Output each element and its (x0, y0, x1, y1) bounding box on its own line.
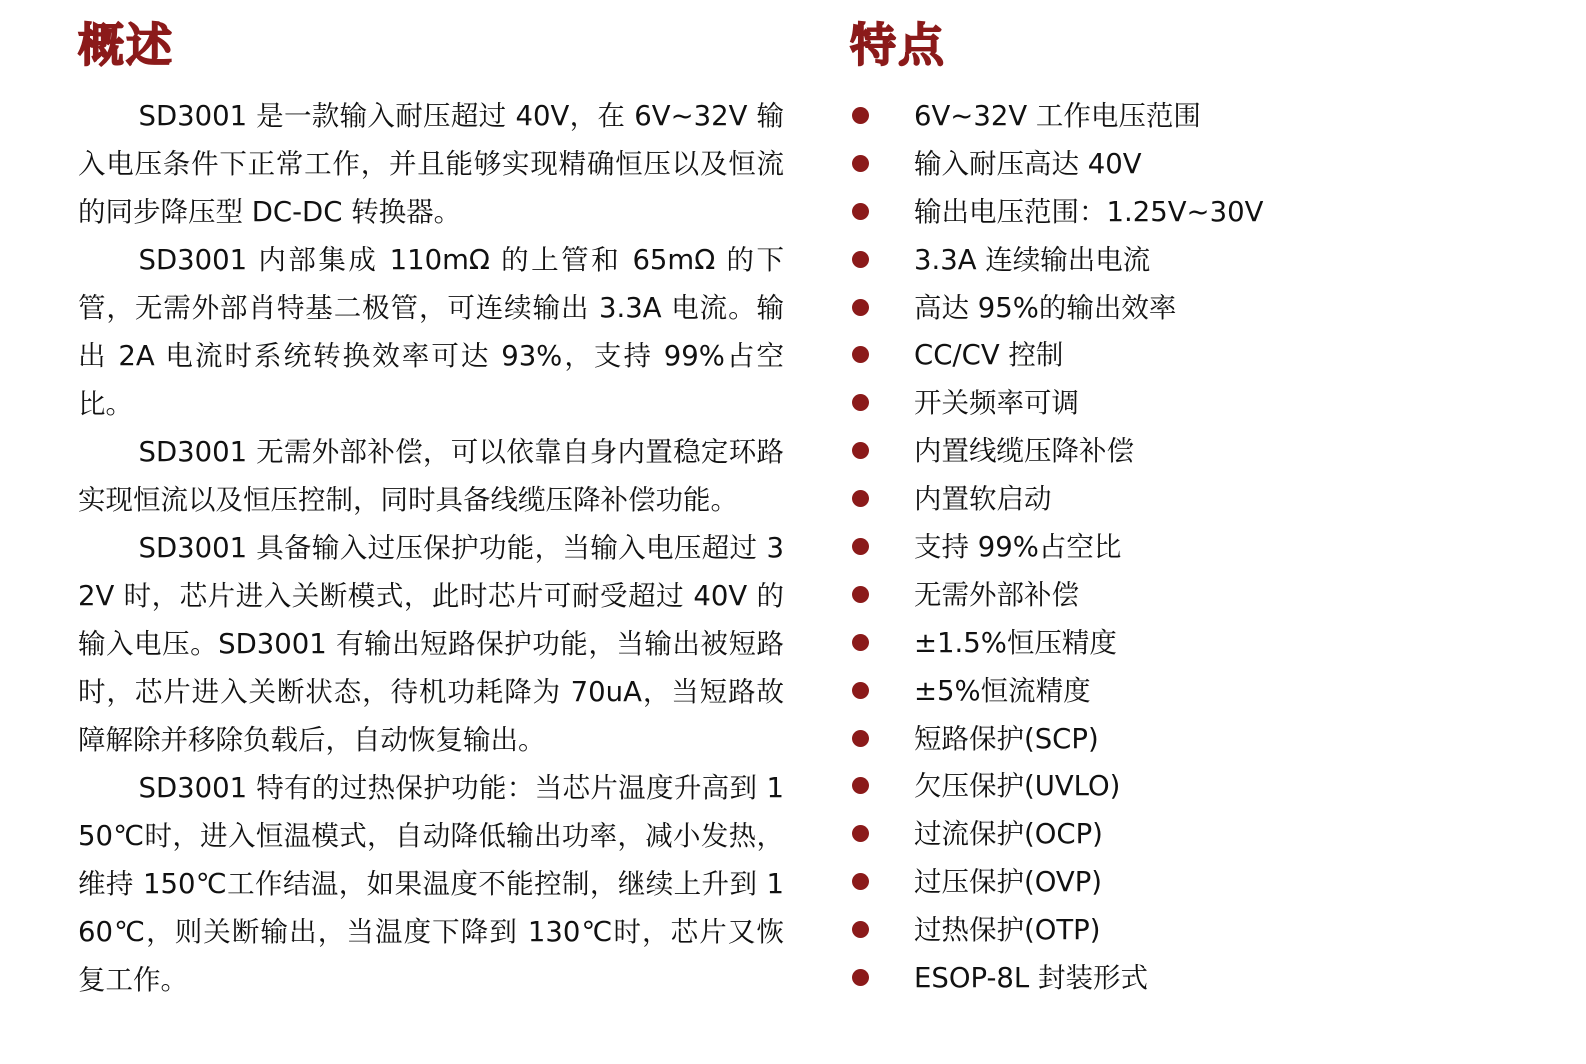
feature-label: 高达 95%的输出效率 (914, 291, 1177, 324)
feature-item (850, 188, 1550, 236)
feature-item (850, 523, 1550, 571)
features-list (850, 92, 1550, 1002)
feature-item (850, 92, 1550, 140)
feature-item (850, 906, 1550, 954)
bullet-icon (852, 825, 869, 842)
feature-item (850, 331, 1550, 379)
bullet-icon (852, 203, 869, 220)
feature-label: 3.3A 连续输出电流 (914, 243, 1151, 276)
feature-item (850, 715, 1550, 763)
feature-label: 欠压保护(UVLO) (914, 770, 1121, 803)
overview-heading: 概述 (78, 18, 174, 72)
bullet-icon (852, 873, 869, 890)
feature-label: ESOP-8L 封装形式 (914, 962, 1148, 995)
feature-label: 支持 99%占空比 (914, 531, 1122, 564)
feature-item (850, 571, 1550, 619)
feature-item (850, 475, 1550, 523)
bullet-icon (852, 155, 869, 172)
feature-item (850, 236, 1550, 284)
bullet-icon (852, 538, 869, 555)
feature-label: 6V~32V 工作电压范围 (914, 100, 1201, 132)
feature-item (850, 810, 1550, 858)
features-heading: 特点 (850, 18, 946, 72)
feature-item (850, 379, 1550, 427)
feature-item (850, 954, 1550, 1002)
feature-item (850, 427, 1550, 475)
overview-paragraph: SD3001 特有的过热保护功能：当芯片温度升高到 150℃时，进入恒温模式，自动降低输出功率，减小发热，维持 150℃工作结温，如果温度不能控制，继续上升到 160℃，则关断输出，当温度下降到 130℃时，芯片又恢复工作。 (78, 772, 784, 996)
feature-label: ±5%恒流精度 (914, 674, 1091, 707)
overview-paragraph: SD3001 具备输入过压保护功能，当输入电压超过 32V 时，芯片进入关断模式，此时芯片可耐受超过 40V 的输入电压。SD3001 有输出短路保护功能，当输出被短路时，芯片进入关断状态，待机功耗降为 70uA，当短路故障解除并移除负载后，自动恢复输出。 (78, 532, 784, 756)
feature-label: CC/CV 控制 (914, 339, 1064, 372)
feature-label: 无需外部补偿 (914, 578, 1079, 611)
feature-label: 输入耐压高达 40V (914, 147, 1142, 180)
feature-label: 输出电压范围：1.25V~30V (914, 195, 1264, 228)
bullet-icon (852, 251, 869, 268)
bullet-icon (852, 299, 869, 316)
feature-item (850, 762, 1550, 810)
feature-label: 开关频率可调 (914, 387, 1079, 420)
feature-label: 过流保护(OCP) (914, 818, 1103, 851)
bullet-icon (852, 346, 869, 363)
overview-text (78, 92, 784, 1004)
feature-item (850, 619, 1550, 667)
feature-label: ±1.5%恒压精度 (914, 626, 1117, 659)
overview-paragraph: SD3001 是一款输入耐压超过 40V，在 6V~32V 输入电压条件下正常工作，并且能够实现精确恒压以及恒流的同步降压型 DC-DC 转换器。 (78, 100, 784, 228)
feature-label: 过热保护(OTP) (914, 914, 1101, 947)
bullet-icon (852, 442, 869, 459)
feature-item (850, 284, 1550, 332)
feature-label: 短路保护(SCP) (914, 722, 1099, 755)
bullet-icon (852, 634, 869, 651)
bullet-icon (852, 490, 869, 507)
feature-item (850, 667, 1550, 715)
feature-item (850, 858, 1550, 906)
feature-item (850, 140, 1550, 188)
bullet-icon (852, 394, 869, 411)
bullet-icon (852, 969, 869, 986)
bullet-icon (852, 682, 869, 699)
feature-label: 内置软启动 (914, 483, 1052, 516)
bullet-icon (852, 921, 869, 938)
bullet-icon (852, 107, 869, 124)
overview-paragraph: SD3001 无需外部补偿，可以依靠自身内置稳定环路实现恒流以及恒压控制，同时具备线缆压降补偿功能。 (78, 436, 784, 516)
feature-label: 过压保护(OVP) (914, 866, 1103, 899)
bullet-icon (852, 730, 869, 747)
bullet-icon (852, 777, 869, 794)
bullet-icon (852, 586, 869, 603)
overview-paragraph: SD3001 内部集成 110mΩ 的上管和 65mΩ 的下管，无需外部肖特基二极管，可连续输出 3.3A 电流。输出 2A 电流时系统转换效率可达 93%，支持 99%占空比。 (78, 244, 784, 420)
feature-label: 内置线缆压降补偿 (914, 435, 1134, 468)
